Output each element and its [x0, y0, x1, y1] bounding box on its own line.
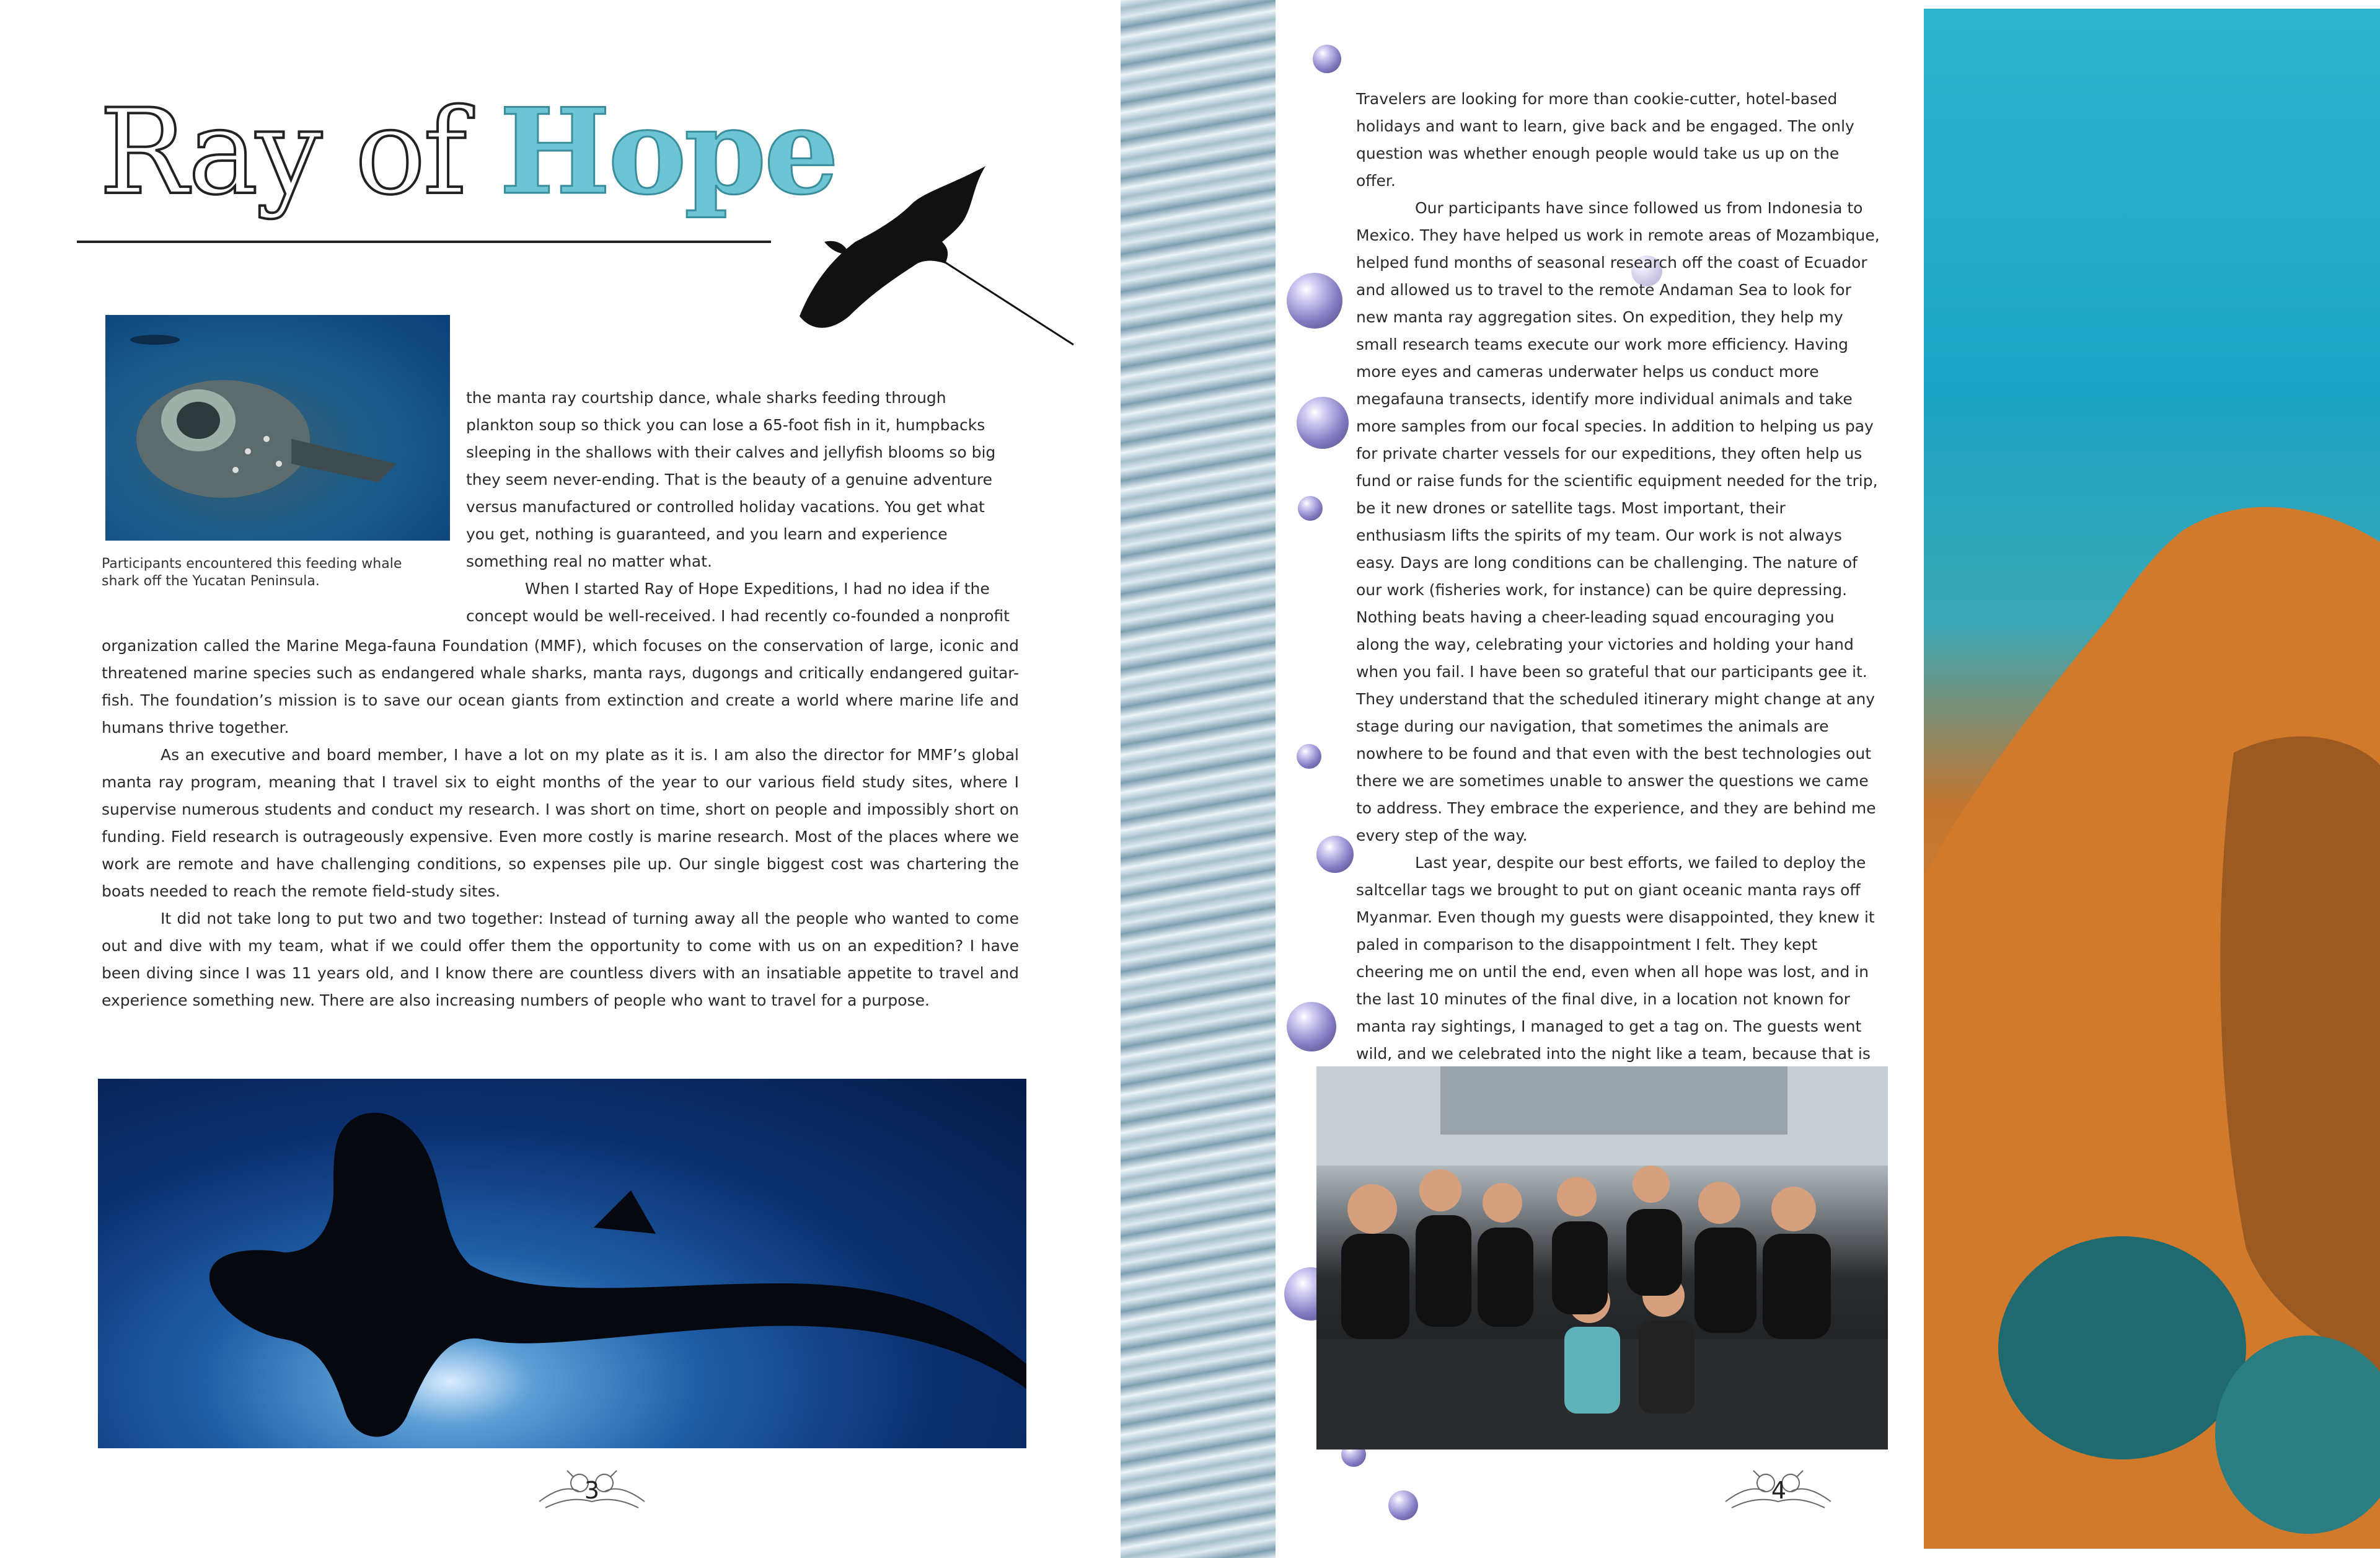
bubble-icon	[1287, 1002, 1336, 1051]
bubble-icon	[1316, 836, 1354, 873]
title-hope: Hope	[499, 82, 837, 221]
title-underline	[77, 241, 771, 243]
left-wrap-column	[466, 384, 1011, 630]
bubble-icon	[1298, 496, 1323, 521]
manta-ray-silhouette-icon	[787, 161, 1085, 347]
coral-reef-photo	[1924, 9, 2380, 1549]
bubble-icon	[1388, 1490, 1418, 1520]
page-number-left: 3	[584, 1477, 600, 1504]
paragraph-started-start: When I started Ray of Hope Expeditions, I had no idea if the concept would be well-received. I had recently co-founded a nonprofit	[466, 580, 1010, 625]
paragraph-last-year: Last year, despite our best efforts, we failed to deploy the saltcellar tags we brought to put on giant oceanic manta rays off Myanmar. Even though my guests were disappointed, they knew it paled in comparison to the disappointment I felt. They kept cheering me on until the end, even when all hope was lost, and in the last 10 minutes of the final dive, in a location not known for manta ray sightings, I managed to get a tag on. The guests went wild, and we celebrated into the night like a team, because that is	[1356, 854, 1875, 1063]
paragraph-participants: Our participants have since followed us from Indonesia to Mexico. They have helped us work in remote areas of Mozambique, helped fund months of seasonal research off the coast of Ecuador and allowed us to travel to the remote Andaman Sea to look for new manta ray aggregation sites. On expedition, they help my small research teams execute our work more efficiency. Having more eyes and cameras underwater helps us conduct more megafauna transects, identify more individual animals and take more samples from our focal species. In addition to helping us pay for private charter vessels for our expeditions, they often help us fund or raise funds for the scientific equipment needed for the trip, be it new drones or satellite tags. Most important, their enthusiasm lifts the spirits of my team. Our work is not always easy. Days are long conditions can be challenging. The nature of our work (fisheries work, for instance) can be quire depressing. Nothing beats having a cheer-leading squad encouraging you along the way, celebrating your victories and holding your hand when you fail. I have been so grateful that our participants gee it. They understand that the scheduled itinerary might change at any stage during our navigation, that sometimes the animals are nowhere to be found and that even with the best technologies out there we are sometimes unable to answer the questions we came to address. They embrace the experience, and they are behind me every step of the way.	[1356, 199, 1880, 844]
shark-silhouette-photo	[98, 1079, 1026, 1448]
paragraph-executive: As an executive and board member, I have a lot on my plate as it is. I am also the director for MMF’s global manta ray program, meaning that I travel six to eight months of the year to our various field study sites, where I supervise numerous students and conduct my research. I was short on time, short on people and impossibly short on funding. Field research is outrageously expensive. Even more costly is marine research. Most of the places where we work are remote and have challenging conditions, so expenses pile up. Our single biggest cost was chartering the boats needed to reach the remote field-study sites.	[102, 746, 1019, 900]
article-title	[99, 82, 837, 221]
whale-shark-photo	[105, 315, 450, 541]
paragraph-courtship: the manta ray courtship dance, whale sharks feeding through plankton soup so thick you can lose a 65-foot fish in it, humpbacks sleeping in the shallows with their calves and jellyfish blooms so big they seem never-ending. That is the beauty of a genuine adventure versus manufactured or controlled holiday vacations. You get what you get, nothing is guaranteed, and you learn and experience something real no matter what.	[466, 389, 996, 570]
left-full-column	[102, 632, 1019, 1014]
whale-shark-caption: Participants encountered this feeding whale shark off the Yucatan Peninsula.	[102, 556, 402, 589]
ocean-wave-strip	[1121, 0, 1276, 1558]
page-number-right: 4	[1771, 1477, 1787, 1504]
bubble-icon	[1297, 744, 1321, 769]
bubble-icon	[1287, 273, 1342, 329]
paragraph-two-and-two: It did not take long to put two and two together: Instead of turning away all the people who wanted to come out and dive with my team, what if we could offer them the opportunity to come with us on an expedition? I have been diving since I was 11 years old, and I know there are countless divers with an insatiable appetite to travel and experience something new. There are also increasing numbers of people who want to travel for a purpose.	[102, 910, 1019, 1009]
bubble-icon	[1313, 45, 1341, 73]
paragraph-travelers: Travelers are looking for more than cookie-cutter, hotel-based holidays and want to learn, give back and be engaged. The only question was whether enough people would take us up on the offer.	[1356, 90, 1854, 190]
right-text-column	[1356, 86, 1880, 1122]
bubble-icon	[1297, 397, 1349, 449]
paragraph-started-rest: organization called the Marine Mega-fauna Foundation (MMF), which focuses on the conservation of large, iconic and threatened marine species such as endangered whale sharks, manta rays, dugongs and critically endangered guitar-fish. The foundation’s mission is to save our ocean giants from extinction and create a world where marine life and humans thrive together.	[102, 637, 1019, 737]
expedition-team-photo	[1316, 1066, 1888, 1450]
title-ray-of: Ray of	[99, 84, 465, 221]
